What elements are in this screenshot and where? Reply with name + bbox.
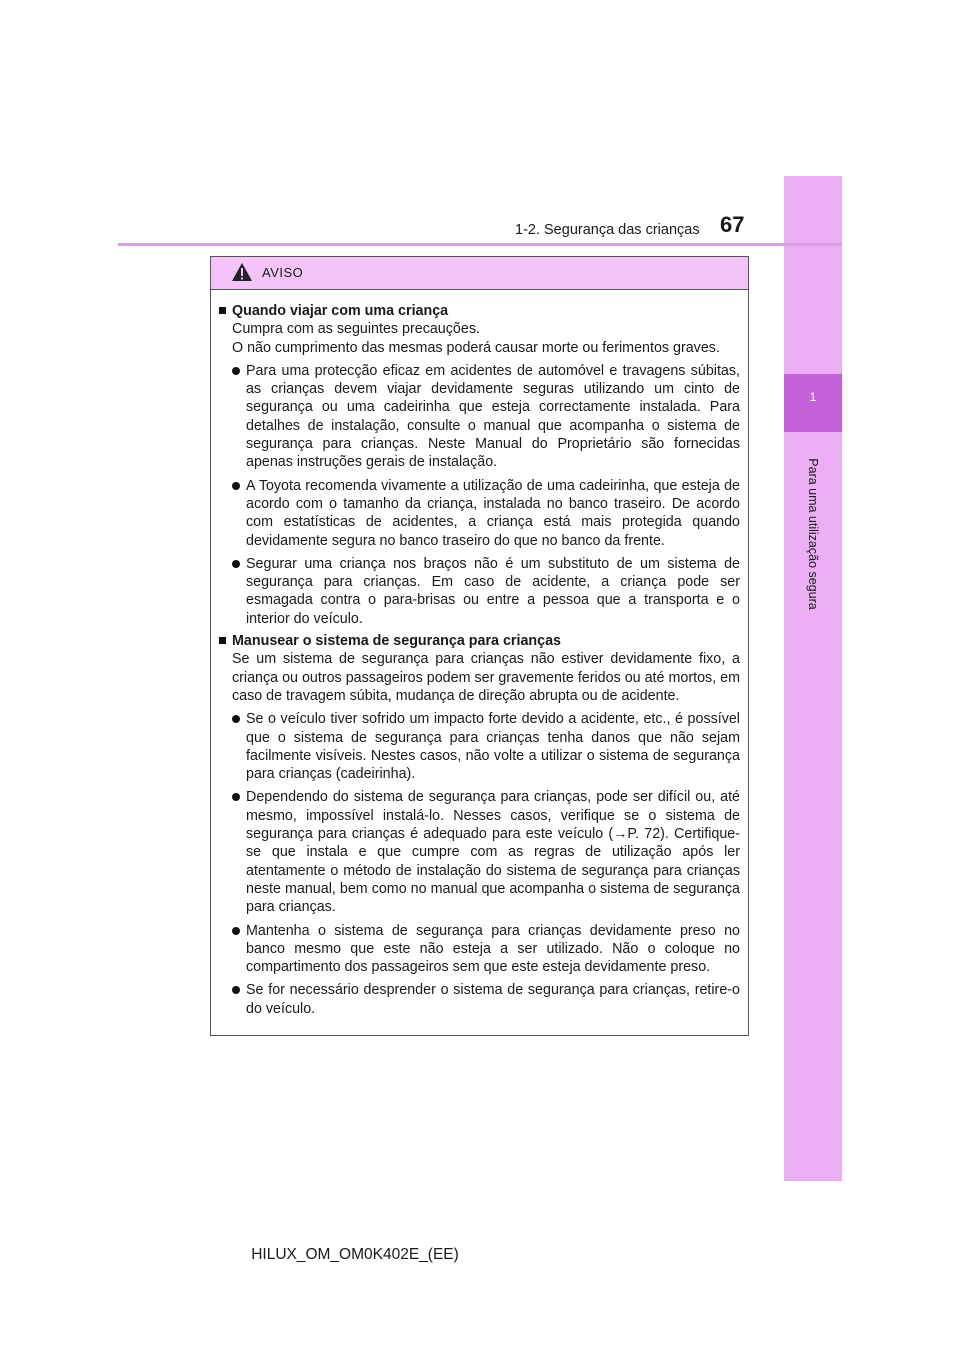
warning-triangle-icon [231, 262, 253, 282]
bullet-item [232, 788, 740, 916]
round-bullet-icon [232, 367, 240, 375]
bullet-item [232, 362, 740, 472]
chapter-number: 1 [809, 390, 817, 404]
warning-body [211, 290, 748, 1018]
bullet-text: Para uma protecção eficaz em acidentes de automóvel e travagens súbitas, as crianças devem viajar devidamente seguras utilizando um cinto de segurança ou uma cadeirinha que esteja correctamente instalada. Para detalhes de instalação, consulte o manual que acompanha o sistema de segurança para crianças. Neste Manual do Proprietário são fornecidas apenas instruções gerais de instalação. [246, 362, 740, 471]
square-bullet-icon [219, 307, 226, 314]
square-bullet-icon [219, 637, 226, 644]
round-bullet-icon [232, 927, 240, 935]
round-bullet-icon [232, 986, 240, 994]
round-bullet-icon [232, 715, 240, 723]
warning-box [210, 256, 749, 1036]
round-bullet-icon [232, 793, 240, 801]
section-intro-line: O não cumprimento das mesmas poderá causar morte ou ferimentos graves. [232, 339, 720, 356]
bullet-text: Segurar uma criança nos braços não é um substituto de um sistema de segurança para crianças. Em caso de acidente, a criança pode ser esmagada contra o para-brisas ou entre a pessoa que a transporta e o interior do veículo. [246, 555, 740, 627]
round-bullet-icon [232, 482, 240, 490]
section-intro-line: Se um sistema de segurança para crianças não estiver devidamente fixo, a criança ou outros passageiros podem ser gravemente feridos ou até mortos, em caso de travagem súbita, mudança de direção abrupta ou de acidente. [232, 651, 740, 704]
warning-header [211, 257, 748, 290]
section-intro-line: Cumpra com as seguintes precauções. [232, 321, 480, 338]
section-heading [218, 632, 740, 650]
bullet-item [232, 710, 740, 783]
section-heading [218, 302, 740, 320]
header-rule [118, 243, 842, 246]
bullet-item [232, 922, 740, 977]
section-heading-text: Quando viajar com uma criança [232, 303, 449, 319]
document-code: HILUX_OM_OM0K402E_(EE) [251, 1246, 459, 1263]
chapter-side-tab [784, 176, 842, 1181]
warning-label: AVISO [262, 265, 304, 280]
bullet-item [232, 981, 740, 1018]
bullet-text: Mantenha o sistema de segurança para crianças devidamente preso no banco mesmo que este não esteja a ser utilizado. Não o coloque no compartimento dos passageiros sem que este esteja devidamente preso. [246, 922, 740, 976]
bullet-text: A Toyota recomenda vivamente a utilização de uma cadeirinha, que esteja de acordo com o tamanho da criança, instalada no banco traseiro. De acordo com estatísticas de acidentes, a criança está mais protegida quando devidamente segura no banco traseiro do que no banco da frente. [246, 477, 740, 549]
bullet-text: Dependendo do sistema de segurança para crianças, pode ser difícil ou, até mesmo, impossível instalá-lo. Nesses casos, verifique se o sistema de segurança para crianças é adequado para este veículo (→P. 72). Certifique-se que instala e que cumpre com as regras de utilização após ler atentamente o método de instalação do sistema de segurança para crianças neste manual, bem como no manual que acompanha o sistema de segurança para crianças. [246, 789, 740, 916]
section-title: 1-2. Segurança das crianças [515, 222, 700, 238]
bullet-text: Se o veículo tiver sofrido um impacto forte devido a acidente, etc., é possível que o sistema de segurança para crianças tenha danos que não sejam facilmente visíveis. Nestes casos, não volte a utilizar o sistema de segurança para crianças (cadeirinha). [246, 711, 740, 783]
chapter-title: Para uma utilização segura [806, 458, 820, 610]
section-heading-text: Manusear o sistema de segurança para crianças [232, 633, 561, 650]
bullet-text: Se for necessário desprender o sistema de segurança para crianças, retire-o do veículo. [246, 982, 740, 1017]
bullet-item [232, 477, 740, 550]
page-number: 67 [720, 212, 745, 237]
round-bullet-icon [232, 560, 240, 568]
bullet-item [232, 555, 740, 628]
